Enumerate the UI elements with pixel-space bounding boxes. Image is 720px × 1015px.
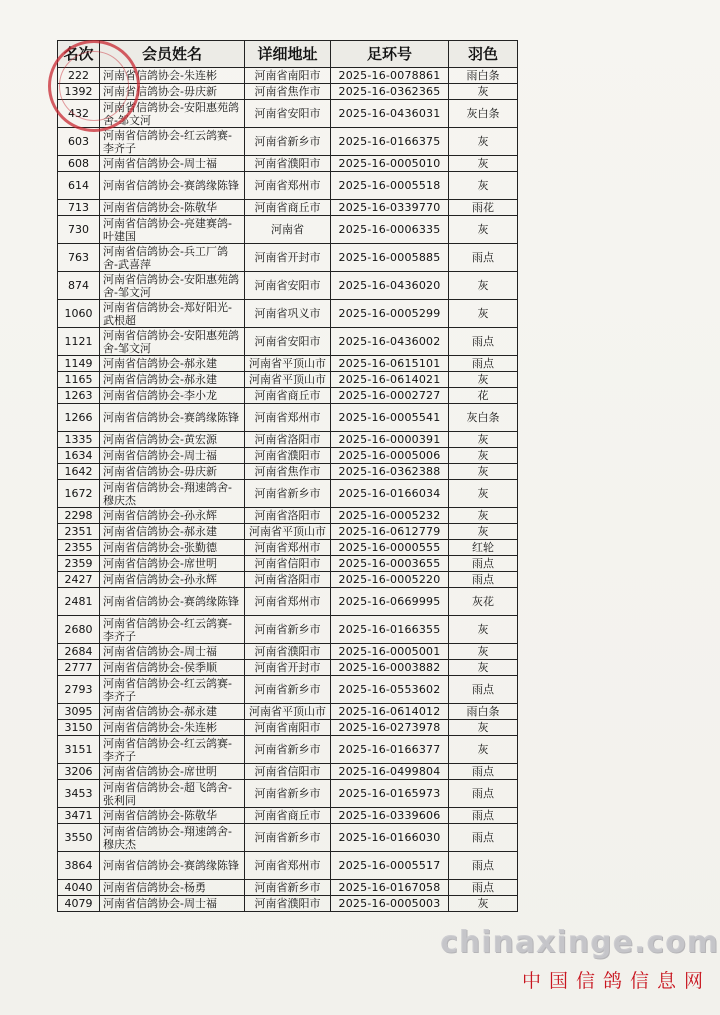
feather-color-cell: 灰 [449, 508, 518, 524]
address-cell: 河南省郑州市 [245, 172, 331, 200]
ring-number-cell: 2025-16-0362388 [331, 464, 449, 480]
rank-cell: 1266 [58, 404, 100, 432]
table-row [58, 388, 518, 404]
feather-color-cell: 灰 [449, 216, 518, 244]
table-row [58, 480, 518, 508]
feather-color-cell: 灰 [449, 464, 518, 480]
table-row [58, 644, 518, 660]
ring-number-cell: 2025-16-0005001 [331, 644, 449, 660]
rank-cell: 2298 [58, 508, 100, 524]
table-row [58, 540, 518, 556]
table-row [58, 824, 518, 852]
address-cell: 河南省平顶山市 [245, 704, 331, 720]
member-cell: 河南省信鸽协会-赛鸽缘陈锋 [100, 852, 245, 880]
address-cell: 河南省平顶山市 [245, 524, 331, 540]
table-row [58, 660, 518, 676]
member-cell: 河南省信鸽协会-翔速鸽舍-穆庆杰 [100, 480, 245, 508]
rank-cell: 2427 [58, 572, 100, 588]
table-row [58, 896, 518, 912]
member-cell: 河南省信鸽协会-兵工厂鸽舍-武喜萍 [100, 244, 245, 272]
feather-color-cell: 灰 [449, 172, 518, 200]
ring-number-cell: 2025-16-0078861 [331, 68, 449, 84]
table-row [58, 704, 518, 720]
member-cell: 河南省信鸽协会-席世明 [100, 556, 245, 572]
address-cell: 河南省新乡市 [245, 616, 331, 644]
member-cell: 河南省信鸽协会-李小龙 [100, 388, 245, 404]
rank-cell: 3550 [58, 824, 100, 852]
feather-color-cell: 雨点 [449, 852, 518, 880]
ring-number-cell: 2025-16-0669995 [331, 588, 449, 616]
ring-number-cell: 2025-16-0005517 [331, 852, 449, 880]
member-cell: 河南省信鸽协会-赛鸽缘陈锋 [100, 172, 245, 200]
address-cell: 河南省郑州市 [245, 540, 331, 556]
feather-color-cell: 灰 [449, 480, 518, 508]
member-cell: 河南省信鸽协会-安阳惠苑鸽舍-邹文河 [100, 272, 245, 300]
rank-cell: 2359 [58, 556, 100, 572]
address-cell: 河南省安阳市 [245, 100, 331, 128]
member-cell: 河南省信鸽协会-周士福 [100, 448, 245, 464]
ring-number-cell: 2025-16-0005003 [331, 896, 449, 912]
member-cell: 河南省信鸽协会-翔速鸽舍-穆庆杰 [100, 824, 245, 852]
feather-color-cell: 灰 [449, 272, 518, 300]
table-row [58, 880, 518, 896]
feather-color-cell: 灰 [449, 720, 518, 736]
member-cell: 河南省信鸽协会-毋庆新 [100, 464, 245, 480]
member-cell: 河南省信鸽协会-赛鸽缘陈锋 [100, 588, 245, 616]
address-cell: 河南省濮阳市 [245, 448, 331, 464]
table-row [58, 328, 518, 356]
member-cell: 河南省信鸽协会-孙永辉 [100, 572, 245, 588]
table-body [58, 68, 518, 912]
rank-cell: 2481 [58, 588, 100, 616]
address-cell: 河南省洛阳市 [245, 572, 331, 588]
member-cell: 河南省信鸽协会-郑好阳光-武根超 [100, 300, 245, 328]
header-ring: 足环号 [331, 41, 449, 68]
rank-cell: 713 [58, 200, 100, 216]
ring-number-cell: 2025-16-0614012 [331, 704, 449, 720]
address-cell: 河南省新乡市 [245, 736, 331, 764]
table-row [58, 432, 518, 448]
feather-color-cell: 雨点 [449, 572, 518, 588]
ring-number-cell: 2025-16-0000555 [331, 540, 449, 556]
member-cell: 河南省信鸽协会-陈敬华 [100, 200, 245, 216]
feather-color-cell: 红轮 [449, 540, 518, 556]
member-cell: 河南省信鸽协会-周士福 [100, 896, 245, 912]
ring-number-cell: 2025-16-0166375 [331, 128, 449, 156]
member-cell: 河南省信鸽协会-周士福 [100, 156, 245, 172]
ring-number-cell: 2025-16-0339606 [331, 808, 449, 824]
table-row [58, 372, 518, 388]
address-cell: 河南省焦作市 [245, 464, 331, 480]
table-row [58, 764, 518, 780]
rank-cell: 1060 [58, 300, 100, 328]
member-cell: 河南省信鸽协会-安阳惠苑鸽舍-邹文河 [100, 328, 245, 356]
table-row [58, 464, 518, 480]
table-row [58, 676, 518, 704]
rank-cell: 1392 [58, 84, 100, 100]
ring-number-cell: 2025-16-0612779 [331, 524, 449, 540]
ring-number-cell: 2025-16-0436020 [331, 272, 449, 300]
ring-number-cell: 2025-16-0436002 [331, 328, 449, 356]
member-cell: 河南省信鸽协会-毋庆新 [100, 84, 245, 100]
feather-color-cell: 雨点 [449, 676, 518, 704]
rank-cell: 3471 [58, 808, 100, 824]
member-cell: 河南省信鸽协会-红云鸽赛-李齐子 [100, 616, 245, 644]
ring-number-cell: 2025-16-0000391 [331, 432, 449, 448]
feather-color-cell: 灰 [449, 660, 518, 676]
member-cell: 河南省信鸽协会-郝永建 [100, 356, 245, 372]
ring-number-cell: 2025-16-0002727 [331, 388, 449, 404]
address-cell: 河南省郑州市 [245, 404, 331, 432]
ring-number-cell: 2025-16-0614021 [331, 372, 449, 388]
ring-number-cell: 2025-16-0005010 [331, 156, 449, 172]
member-cell: 河南省信鸽协会-红云鸽赛-李齐子 [100, 128, 245, 156]
ring-number-cell: 2025-16-0005885 [331, 244, 449, 272]
table-row [58, 508, 518, 524]
table-row [58, 572, 518, 588]
address-cell: 河南省新乡市 [245, 880, 331, 896]
feather-color-cell: 灰白条 [449, 404, 518, 432]
address-cell: 河南省开封市 [245, 660, 331, 676]
ring-number-cell: 2025-16-0003882 [331, 660, 449, 676]
feather-color-cell: 雨点 [449, 328, 518, 356]
member-cell: 河南省信鸽协会-红云鸽赛-李齐子 [100, 736, 245, 764]
member-cell: 河南省信鸽协会-张勤德 [100, 540, 245, 556]
feather-color-cell: 雨点 [449, 556, 518, 572]
member-cell: 河南省信鸽协会-朱连彬 [100, 720, 245, 736]
address-cell: 河南省安阳市 [245, 272, 331, 300]
address-cell: 河南省濮阳市 [245, 644, 331, 660]
member-cell: 河南省信鸽协会-周士福 [100, 644, 245, 660]
rank-cell: 3151 [58, 736, 100, 764]
table-row [58, 404, 518, 432]
member-cell: 河南省信鸽协会-郝永建 [100, 524, 245, 540]
rank-cell: 4040 [58, 880, 100, 896]
address-cell: 河南省南阳市 [245, 720, 331, 736]
rank-cell: 614 [58, 172, 100, 200]
address-cell: 河南省平顶山市 [245, 356, 331, 372]
feather-color-cell: 灰 [449, 432, 518, 448]
table-row [58, 272, 518, 300]
address-cell: 河南省洛阳市 [245, 508, 331, 524]
table-row [58, 588, 518, 616]
feather-color-cell: 雨白条 [449, 704, 518, 720]
member-cell: 河南省信鸽协会-红云鸽赛-李齐子 [100, 676, 245, 704]
ring-number-cell: 2025-16-0006335 [331, 216, 449, 244]
member-cell: 河南省信鸽协会-超飞鸽舍-张利同 [100, 780, 245, 808]
feather-color-cell: 雨点 [449, 780, 518, 808]
address-cell: 河南省信阳市 [245, 764, 331, 780]
ring-number-cell: 2025-16-0615101 [331, 356, 449, 372]
feather-color-cell: 灰 [449, 84, 518, 100]
member-cell: 河南省信鸽协会-赛鸽缘陈锋 [100, 404, 245, 432]
feather-color-cell: 灰 [449, 896, 518, 912]
address-cell: 河南省新乡市 [245, 128, 331, 156]
member-cell: 河南省信鸽协会-杨勇 [100, 880, 245, 896]
address-cell: 河南省商丘市 [245, 808, 331, 824]
address-cell: 河南省郑州市 [245, 588, 331, 616]
table-row [58, 200, 518, 216]
feather-color-cell: 灰 [449, 644, 518, 660]
address-cell: 河南省商丘市 [245, 200, 331, 216]
feather-color-cell: 灰 [449, 736, 518, 764]
address-cell: 河南省洛阳市 [245, 432, 331, 448]
feather-color-cell: 雨点 [449, 244, 518, 272]
table-row [58, 524, 518, 540]
feather-color-cell: 灰 [449, 300, 518, 328]
rank-cell: 1121 [58, 328, 100, 356]
member-cell: 河南省信鸽协会-朱连彬 [100, 68, 245, 84]
ring-number-cell: 2025-16-0553602 [331, 676, 449, 704]
feather-color-cell: 灰花 [449, 588, 518, 616]
address-cell: 河南省信阳市 [245, 556, 331, 572]
ring-number-cell: 2025-16-0005518 [331, 172, 449, 200]
table-row [58, 736, 518, 764]
feather-color-cell: 雨点 [449, 356, 518, 372]
feather-color-cell: 花 [449, 388, 518, 404]
rank-cell: 222 [58, 68, 100, 84]
address-cell: 河南省商丘市 [245, 388, 331, 404]
table-row [58, 84, 518, 100]
address-cell: 河南省新乡市 [245, 676, 331, 704]
table-row [58, 216, 518, 244]
rank-cell: 3864 [58, 852, 100, 880]
rank-cell: 2793 [58, 676, 100, 704]
ring-number-cell: 2025-16-0166377 [331, 736, 449, 764]
feather-color-cell: 雨点 [449, 880, 518, 896]
address-cell: 河南省濮阳市 [245, 156, 331, 172]
address-cell: 河南省巩义市 [245, 300, 331, 328]
table-row [58, 448, 518, 464]
rank-cell: 874 [58, 272, 100, 300]
watermark-site-name: 中国信鸽信息网 [522, 970, 712, 992]
feather-color-cell: 灰 [449, 372, 518, 388]
member-cell: 河南省信鸽协会-黄宏源 [100, 432, 245, 448]
feather-color-cell: 灰 [449, 524, 518, 540]
address-cell: 河南省新乡市 [245, 780, 331, 808]
member-cell: 河南省信鸽协会-侯季顺 [100, 660, 245, 676]
ring-number-cell: 2025-16-0499804 [331, 764, 449, 780]
table-row [58, 616, 518, 644]
rank-cell: 3095 [58, 704, 100, 720]
table-row [58, 244, 518, 272]
table-row [58, 100, 518, 128]
rank-cell: 1149 [58, 356, 100, 372]
rank-cell: 1335 [58, 432, 100, 448]
ring-number-cell: 2025-16-0436031 [331, 100, 449, 128]
rank-cell: 432 [58, 100, 100, 128]
feather-color-cell: 雨点 [449, 808, 518, 824]
ring-number-cell: 2025-16-0005232 [331, 508, 449, 524]
results-table [57, 40, 518, 912]
ring-number-cell: 2025-16-0166034 [331, 480, 449, 508]
member-cell: 河南省信鸽协会-郝永建 [100, 372, 245, 388]
rank-cell: 3453 [58, 780, 100, 808]
address-cell: 河南省开封市 [245, 244, 331, 272]
feather-color-cell: 雨点 [449, 764, 518, 780]
rank-cell: 4079 [58, 896, 100, 912]
member-cell: 河南省信鸽协会-安阳惠苑鸽舍-邹文河 [100, 100, 245, 128]
rank-cell: 1672 [58, 480, 100, 508]
ring-number-cell: 2025-16-0005006 [331, 448, 449, 464]
ring-number-cell: 2025-16-0005299 [331, 300, 449, 328]
member-cell: 河南省信鸽协会-郝永建 [100, 704, 245, 720]
rank-cell: 3150 [58, 720, 100, 736]
rank-cell: 1165 [58, 372, 100, 388]
ring-number-cell: 2025-16-0273978 [331, 720, 449, 736]
header-rank: 名次 [58, 41, 100, 68]
table-row [58, 780, 518, 808]
header-color: 羽色 [449, 41, 518, 68]
feather-color-cell: 雨花 [449, 200, 518, 216]
ring-number-cell: 2025-16-0167058 [331, 880, 449, 896]
address-cell: 河南省安阳市 [245, 328, 331, 356]
address-cell: 河南省 [245, 216, 331, 244]
table-row [58, 356, 518, 372]
header-member: 会员姓名 [100, 41, 245, 68]
ring-number-cell: 2025-16-0003655 [331, 556, 449, 572]
rank-cell: 2680 [58, 616, 100, 644]
table-row [58, 128, 518, 156]
feather-color-cell: 灰 [449, 616, 518, 644]
address-cell: 河南省郑州市 [245, 852, 331, 880]
watermark-domain: chinaxinge.com [440, 925, 719, 960]
ring-number-cell: 2025-16-0165973 [331, 780, 449, 808]
address-cell: 河南省南阳市 [245, 68, 331, 84]
feather-color-cell: 灰 [449, 128, 518, 156]
rank-cell: 1263 [58, 388, 100, 404]
rank-cell: 1642 [58, 464, 100, 480]
member-cell: 河南省信鸽协会-席世明 [100, 764, 245, 780]
table-row [58, 68, 518, 84]
feather-color-cell: 灰 [449, 156, 518, 172]
address-cell: 河南省新乡市 [245, 480, 331, 508]
rank-cell: 763 [58, 244, 100, 272]
rank-cell: 1634 [58, 448, 100, 464]
table-header-row [58, 41, 518, 68]
ring-number-cell: 2025-16-0166355 [331, 616, 449, 644]
rank-cell: 3206 [58, 764, 100, 780]
ring-number-cell: 2025-16-0005220 [331, 572, 449, 588]
rank-cell: 2777 [58, 660, 100, 676]
table-row [58, 556, 518, 572]
feather-color-cell: 灰 [449, 448, 518, 464]
table-row [58, 172, 518, 200]
address-cell: 河南省濮阳市 [245, 896, 331, 912]
ring-number-cell: 2025-16-0362365 [331, 84, 449, 100]
table-row [58, 852, 518, 880]
table-row [58, 808, 518, 824]
feather-color-cell: 雨点 [449, 824, 518, 852]
table-row [58, 156, 518, 172]
member-cell: 河南省信鸽协会-陈敬华 [100, 808, 245, 824]
header-address: 详细地址 [245, 41, 331, 68]
rank-cell: 2355 [58, 540, 100, 556]
ring-number-cell: 2025-16-0166030 [331, 824, 449, 852]
table-row [58, 300, 518, 328]
rank-cell: 2351 [58, 524, 100, 540]
member-cell: 河南省信鸽协会-孙永辉 [100, 508, 245, 524]
member-cell: 河南省信鸽协会-亮建赛鸽-叶建国 [100, 216, 245, 244]
ring-number-cell: 2025-16-0339770 [331, 200, 449, 216]
feather-color-cell: 雨白条 [449, 68, 518, 84]
rank-cell: 608 [58, 156, 100, 172]
address-cell: 河南省平顶山市 [245, 372, 331, 388]
table-row [58, 720, 518, 736]
address-cell: 河南省焦作市 [245, 84, 331, 100]
rank-cell: 2684 [58, 644, 100, 660]
address-cell: 河南省新乡市 [245, 824, 331, 852]
rank-cell: 730 [58, 216, 100, 244]
rank-cell: 603 [58, 128, 100, 156]
ring-number-cell: 2025-16-0005541 [331, 404, 449, 432]
feather-color-cell: 灰白条 [449, 100, 518, 128]
